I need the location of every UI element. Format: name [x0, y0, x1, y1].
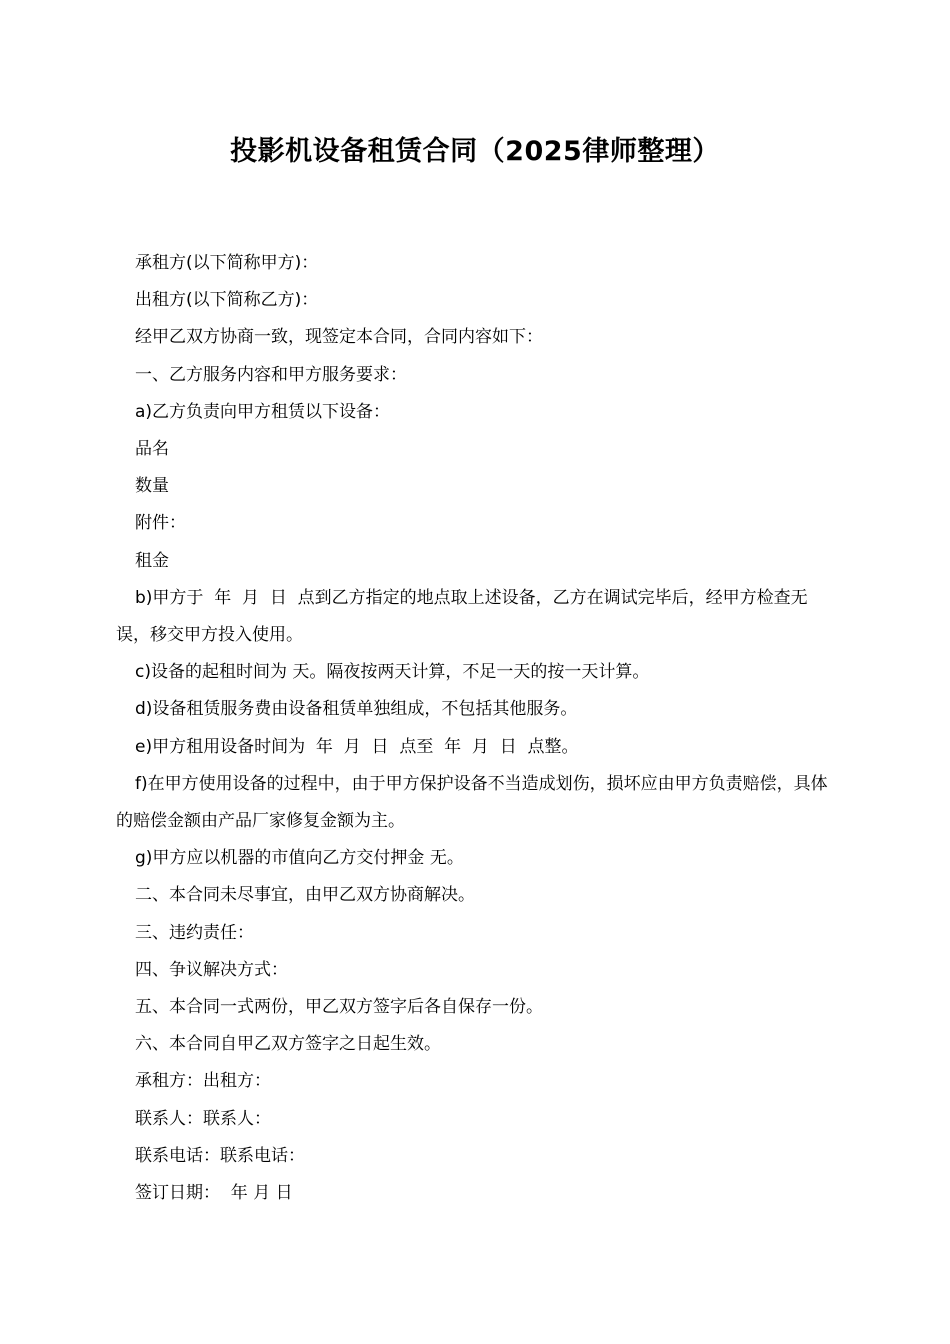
- paragraph-phones: 联系电话：联系电话：: [135, 1145, 305, 1166]
- paragraph-product-name: 品名: [135, 439, 169, 460]
- paragraph-item-b: b)甲方于 年 月 日 点到乙方指定的地点取上述设备，乙方在调试完毕后，经甲方检查无误，移交甲方投入使用。: [116, 587, 808, 646]
- paragraph-item-f: f)在甲方使用设备的过程中，由于甲方保护设备不当造成划伤，损坏应由甲方负责赔偿，具体的赔偿金额由产品厂家修复金额为主。: [116, 773, 828, 832]
- paragraph-lessee: 承租方(以下简称甲方)：: [135, 253, 319, 273]
- paragraph-section-2: 二、本合同未尽事宜，由甲乙双方协商解决。: [135, 885, 475, 906]
- paragraph-item-c: c)设备的起租时间为 天。隔夜按两天计算，不足一天的按一天计算。: [135, 662, 650, 683]
- paragraph-sign-date: 签订日期： 年 月 日: [135, 1183, 293, 1204]
- paragraph-intro: 经甲乙双方协商一致，现签定本合同，合同内容如下：: [135, 327, 543, 348]
- paragraph-item-g: g)甲方应以机器的市值向乙方交付押金 无。: [135, 848, 464, 869]
- paragraph-section-3: 三、违约责任：: [135, 922, 254, 943]
- paragraph-item-a: a)乙方负责向甲方租赁以下设备：: [135, 401, 391, 422]
- paragraph-signatories: 承租方：出租方：: [135, 1071, 271, 1092]
- paragraph-section-4: 四、争议解决方式：: [135, 959, 288, 980]
- paragraph-contacts: 联系人：联系人：: [135, 1108, 271, 1129]
- paragraph-rent: 租金: [135, 550, 169, 571]
- paragraph-section-6: 六、本合同自甲乙双方签字之日起生效。: [135, 1034, 441, 1055]
- document-title: 投影机设备租赁合同（2025律师整理）: [230, 136, 720, 167]
- paragraph-quantity: 数量: [135, 476, 169, 497]
- paragraph-item-d: d)设备租赁服务费由设备租赁单独组成，不包括其他服务。: [135, 699, 578, 720]
- paragraph-item-e: e)甲方租用设备时间为 年 月 日 点至 年 月 日 点整。: [135, 736, 579, 757]
- paragraph-section-5: 五、本合同一式两份，甲乙双方签字后各自保存一份。: [135, 997, 543, 1018]
- document-body: [116, 245, 836, 1212]
- paragraph-section-1: 一、乙方服务内容和甲方服务要求：: [135, 364, 407, 385]
- paragraph-accessories: 附件：: [135, 513, 186, 534]
- paragraph-lessor: 出租方(以下简称乙方)：: [135, 290, 319, 311]
